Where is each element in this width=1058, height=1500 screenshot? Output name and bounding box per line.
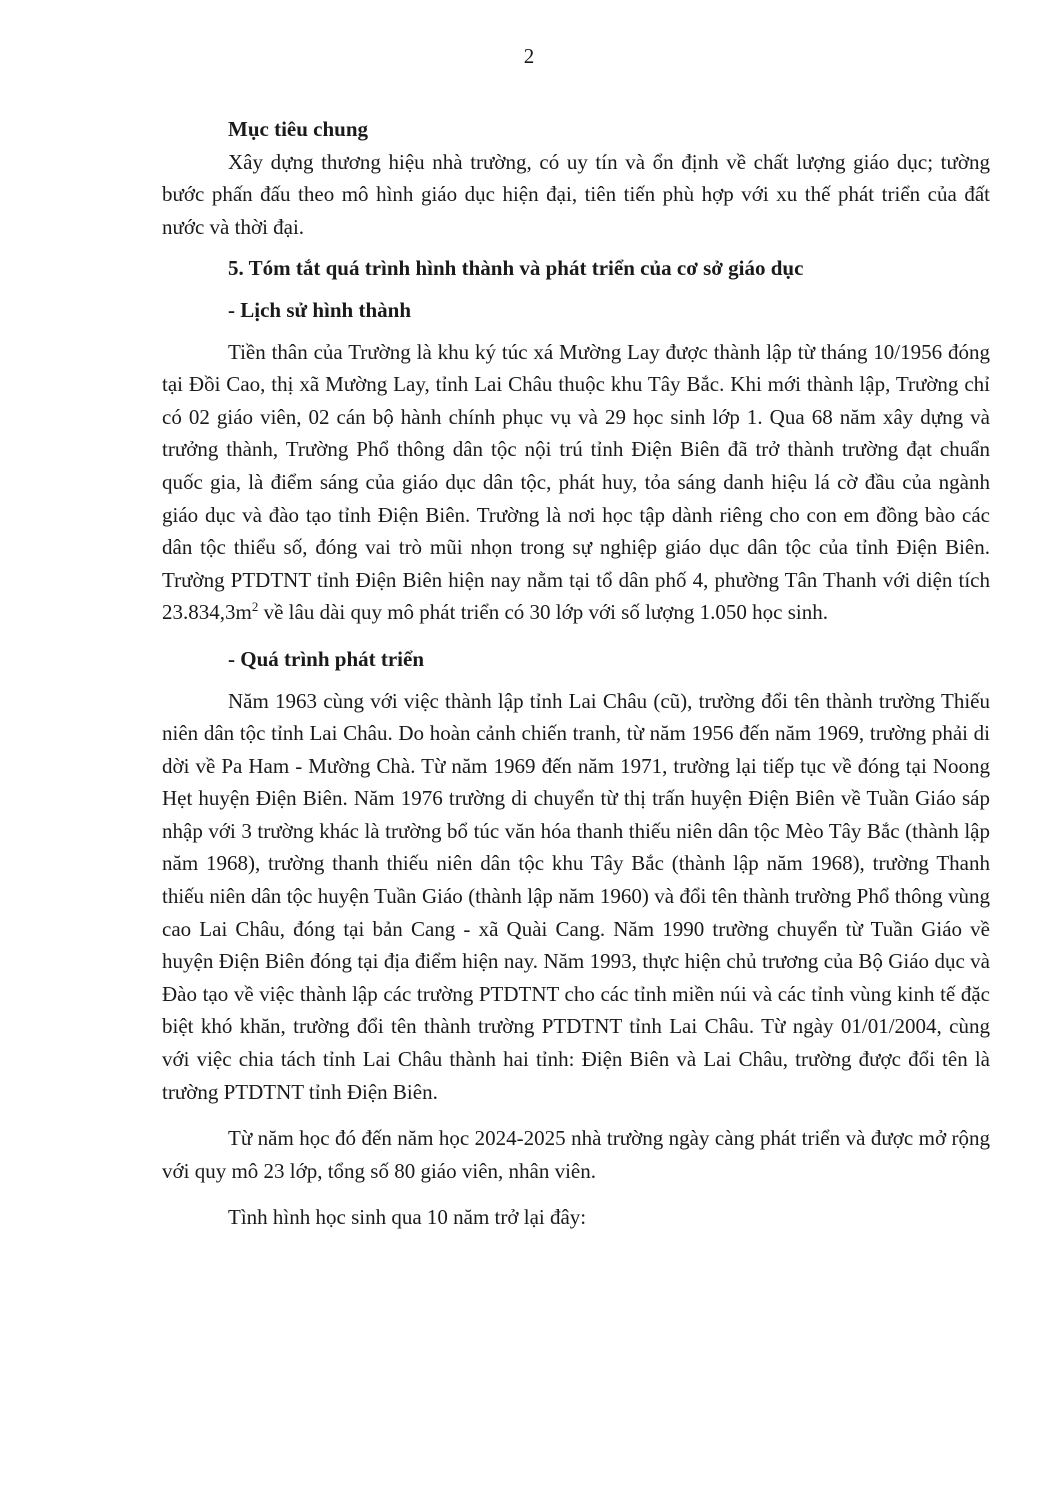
- development-paragraph: Năm 1963 cùng với việc thành lập tỉnh Lai Châu (cũ), trường đổi tên thành trường Thiếu niên dân tộc tỉnh Lai Châu. Do hoàn cảnh chiến tranh, từ năm 1956 đến năm 1969, trường phải di dời về Pa Ham - Mường Chà. Từ năm 1969 đến năm 1971, trường lại tiếp tục về đóng tại Noong Hẹt huyện Điện Biên. Năm 1976 trường di chuyển từ thị trấn huyện Điện Biên về Tuần Giáo sáp nhập với 3 trường khác là trường bổ túc văn hóa thanh thiếu niên dân tộc Mèo Tây Bắc (thành lập năm 1968), trường thanh thiếu niên dân tộc khu Tây Bắc (thành lập năm 1968), trường Thanh thiếu niên dân tộc huyện Tuần Giáo (thành lập năm 1960) và đổi tên thành trường Phổ thông vùng cao Lai Châu, đóng tại bản Cang - xã Quài Cang. Năm 1990 trường chuyển từ Tuần Giáo về huyện Điện Biên đóng tại địa điểm hiện nay. Năm 1993, thực hiện chủ trương của Bộ Giáo dục và Đào tạo về việc thành lập các trường PTDTNT cho các tỉnh miền núi và các tỉnh vùng kinh tế đặc biệt khó khăn, trường đổi tên thành trường PTDTNT tỉnh Lai Châu. Từ ngày 01/01/2004, cùng với việc chia tách tỉnh Lai Châu thành hai tỉnh: Điện Biên và Lai Châu, trường được đổi tên là trường PTDTNT tỉnh Điện Biên.: [162, 688, 990, 1104]
- section-5-heading: 5. Tóm tắt quá trình hình thành và phát triển của cơ sở giáo dục: [228, 256, 804, 281]
- history-heading: - Lịch sử hình thành: [228, 297, 412, 322]
- area-unit-superscript: 2: [251, 599, 259, 615]
- scale-paragraph: Từ năm học đó đến năm học 2024-2025 nhà trường ngày càng phát triển và được mở rộng với quy mô 23 lớp, tổng số 80 giáo viên, nhân viên.: [162, 1126, 990, 1183]
- development-heading: - Quá trình phát triển: [228, 646, 425, 671]
- document-body: [162, 113, 990, 1234]
- general-goal-paragraph: Xây dựng thương hiệu nhà trường, có uy tín và ổn định về chất lượng giáo dục; tường bước phấn đấu theo mô hình giáo dục hiện đại, tiên tiến phù hợp với xu thế phát triển của đất nước và thời đại.: [162, 149, 990, 239]
- history-text-end: về lâu dài quy mô phát triển có 30 lớp với số lượng 1.050 học sinh.: [258, 600, 828, 625]
- page-number: 2: [523, 44, 535, 68]
- general-goal-heading: Mục tiêu chung: [228, 117, 369, 141]
- history-text: Tiền thân của Trường là khu ký túc xá Mường Lay được thành lập từ tháng 10/1956 đóng tại Đồi Cao, thị xã Mường Lay, tỉnh Lai Châu thuộc khu Tây Bắc. Khi mới thành lập, Trường chỉ có 02 giáo viên, 02 cán bộ hành chính phục vụ và 29 học sinh lớp 1. Qua 68 năm xây dựng và trưởng thành, Trường Phổ thông dân tộc nội trú tỉnh Điện Biên đã trở thành trường đạt chuẩn quốc gia, là điểm sáng của giáo dục dân tộc, phát huy, tỏa sáng danh hiệu lá cờ đầu của ngành giáo dục và đào tạo tỉnh Điện Biên. Trường là nơi học tập dành riêng cho con em đồng bào các dân tộc thiểu số, đóng vai trò mũi nhọn trong sự nghiệp giáo dục dân tộc của tỉnh Điện Biên. Trường PTDTNT tỉnh Điện Biên hiện nay nằm tại tổ dân phố 4, phường Tân Thanh với diện tích 23.834,3m: [162, 339, 990, 625]
- student-status-paragraph: Tình hình học sinh qua 10 năm trở lại đây:: [228, 1205, 587, 1230]
- history-paragraph: [162, 336, 990, 629]
